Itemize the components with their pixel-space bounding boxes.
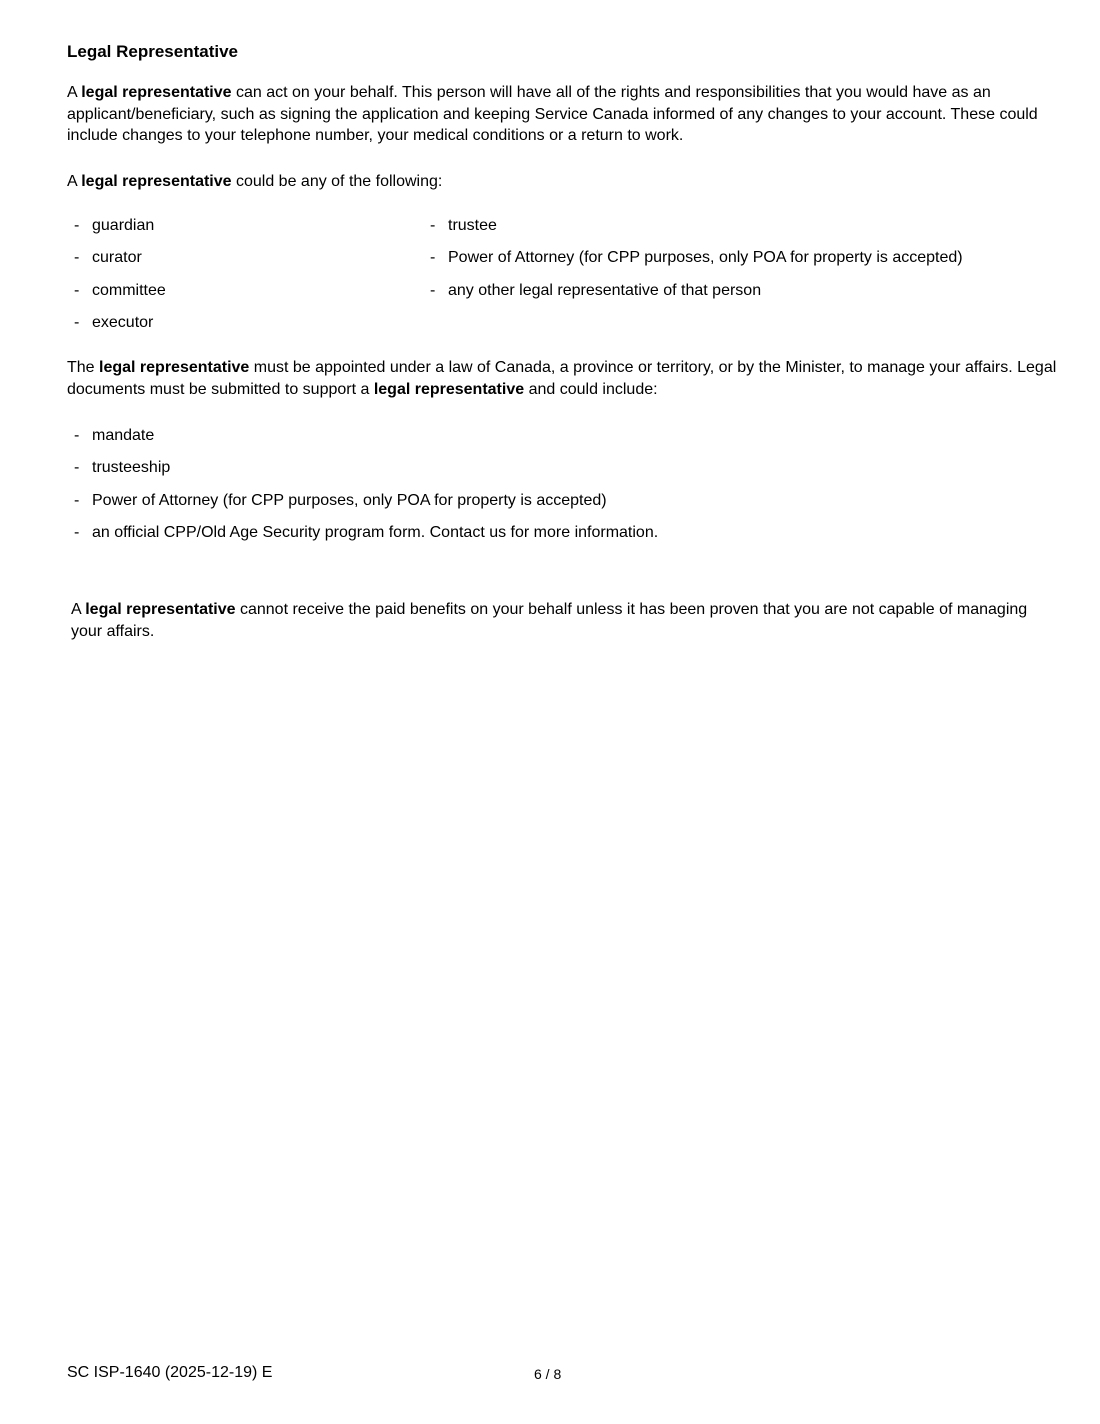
benefits-note-paragraph: [71, 599, 1061, 642]
section-heading: Legal Representative: [67, 42, 239, 61]
list-item: [74, 281, 414, 313]
types-intro-term: legal representative: [81, 173, 232, 190]
representative-types-left-list: [74, 216, 414, 346]
benefits-note-prefix: A: [71, 601, 86, 618]
list-item-text: executor: [92, 314, 154, 332]
list-item: [74, 313, 414, 345]
list-dash: -: [74, 217, 80, 234]
list-item-text: trusteeship: [92, 459, 171, 477]
appointment-middle: must be appointed under a law of Canada, a province or territory, or by the Minister, to manage your affairs. Legal documents must be submitted to support a: [67, 359, 1057, 398]
list-item: [430, 248, 1070, 280]
list-item-text: Power of Attorney (for CPP purposes, only POA for property is accepted): [92, 491, 607, 509]
appointment-paragraph: [67, 357, 1057, 400]
list-dash: -: [430, 249, 436, 267]
list-item-text: curator: [92, 249, 142, 267]
list-dash: -: [74, 524, 80, 542]
list-dash: -: [430, 217, 436, 234]
appointment-suffix: and could include:: [524, 380, 658, 398]
types-intro-paragraph: [67, 171, 1057, 193]
list-dash: -: [74, 491, 80, 509]
list-item: [74, 458, 974, 490]
appointment-term-2: legal representative: [373, 380, 525, 398]
list-dash: -: [74, 249, 80, 267]
list-item-text: trustee: [448, 217, 497, 234]
form-code: SC ISP-1640 (2025-12-19) E: [67, 1364, 273, 1381]
appointment-term-1: legal representative: [99, 359, 250, 376]
list-dash: -: [74, 281, 80, 299]
page-number: 6 / 8: [534, 1366, 562, 1382]
list-item: [74, 216, 414, 248]
list-item-text: an official CPP/Old Age Security program form. Contact us for more information.: [92, 524, 659, 542]
types-intro-prefix: A: [67, 173, 82, 190]
intro-paragraph: [67, 82, 1057, 147]
list-item-text: guardian: [92, 217, 155, 234]
list-item: [74, 491, 974, 523]
list-item-text: Power of Attorney (for CPP purposes, only POA for property is accepted): [448, 249, 963, 267]
list-item: [430, 281, 1070, 313]
list-item-text: mandate: [92, 427, 155, 444]
benefits-note-term: legal representative: [85, 601, 236, 618]
list-item: [74, 426, 974, 458]
intro-prefix: A: [67, 84, 82, 101]
intro-term: legal representative: [81, 84, 232, 101]
types-intro-rest: could be any of the following:: [231, 173, 443, 190]
legal-documents-list: [74, 426, 974, 556]
representative-types-right-list: [430, 216, 1070, 313]
list-item-text: committee: [92, 281, 166, 299]
list-dash: -: [74, 314, 80, 332]
list-dash: -: [74, 427, 80, 444]
list-item: [430, 216, 1070, 248]
list-dash: -: [430, 281, 436, 299]
intro-rest: can act on your behalf. This person will have all of the rights and responsibilities that you would have as an applicant/beneficiary, such as signing the application and keeping Service Canada informed of any changes to your account. These could include changes to your telephone number, your medical conditions or a return to work.: [67, 84, 1038, 144]
appointment-prefix: The: [67, 359, 100, 376]
benefits-note-rest: cannot receive the paid benefits on your behalf unless it has been proven that you are not capable of managing your affairs.: [71, 601, 1028, 640]
list-item-text: any other legal representative of that person: [448, 281, 762, 299]
list-dash: -: [74, 459, 80, 477]
list-item: [74, 248, 414, 280]
list-item: [74, 523, 974, 555]
